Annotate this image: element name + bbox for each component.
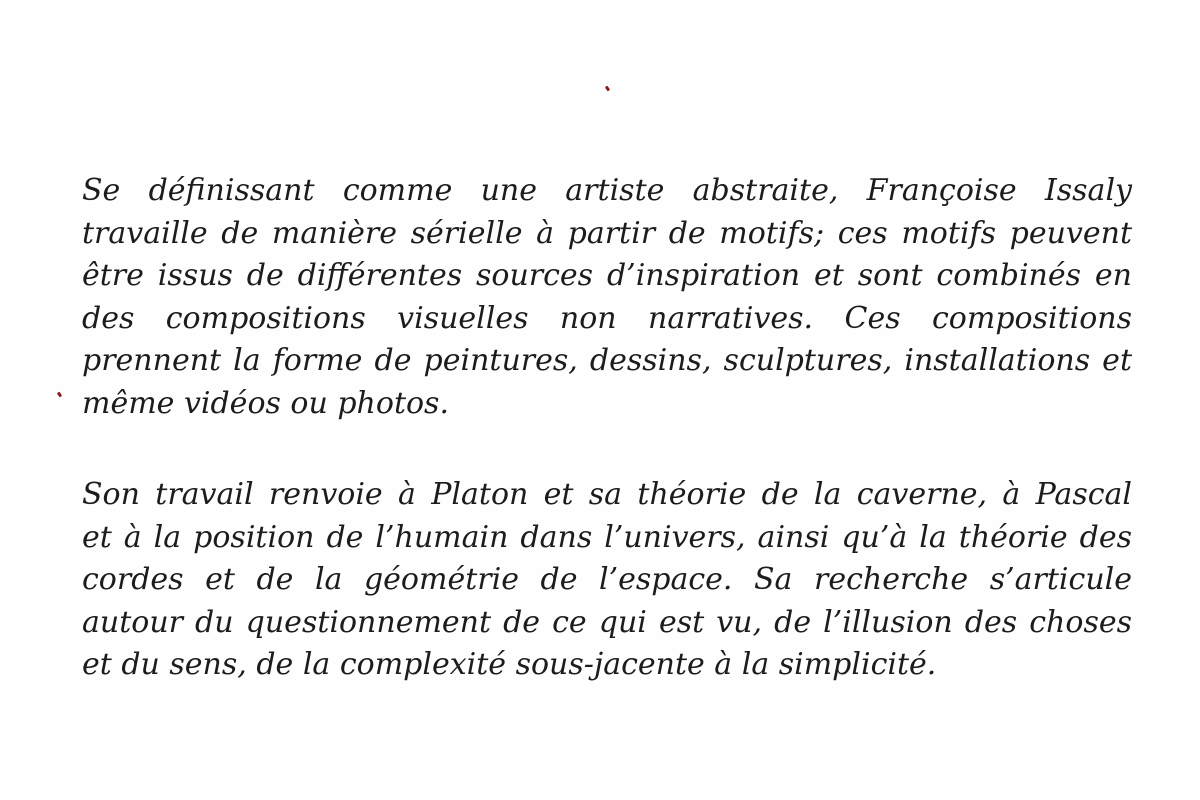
paragraph-line: même vidéos ou photos.: [82, 385, 449, 421]
ink-speck-mark: [57, 392, 62, 398]
paragraph-2: [82, 474, 1132, 687]
paragraph-line: et à la position de l’humain dans l’univers, ainsi qu’à la théorie des: [82, 519, 1132, 555]
paragraph-line: travaille de manière sérielle à partir de motifs; ces motifs peuvent: [82, 215, 1132, 251]
ink-speck-mark: [605, 86, 610, 92]
paragraph-line: et du sens, de la complexité sous-jacente à la simplicité.: [82, 647, 937, 683]
paragraph-line: Se définissant comme une artiste abstraite, Françoise Issaly: [82, 173, 1132, 208]
paragraph-line: prennent la forme de peintures, dessins, sculptures, installations et: [82, 343, 1132, 379]
paragraph-line: cordes et de la géométrie de l’espace. Sa recherche s’articule: [82, 562, 1132, 598]
paragraph-line: être issus de différentes sources d’inspiration et sont combinés en: [82, 258, 1132, 294]
paragraph-line: autour du questionnement de ce qui est vu, de l’illusion des choses: [82, 604, 1132, 640]
paragraph-line: Son travail renvoie à Platon et sa théorie de la caverne, à Pascal: [82, 477, 1132, 512]
paragraph-line: des compositions visuelles non narratives. Ces compositions: [82, 300, 1132, 336]
paragraph-1: [82, 170, 1132, 426]
